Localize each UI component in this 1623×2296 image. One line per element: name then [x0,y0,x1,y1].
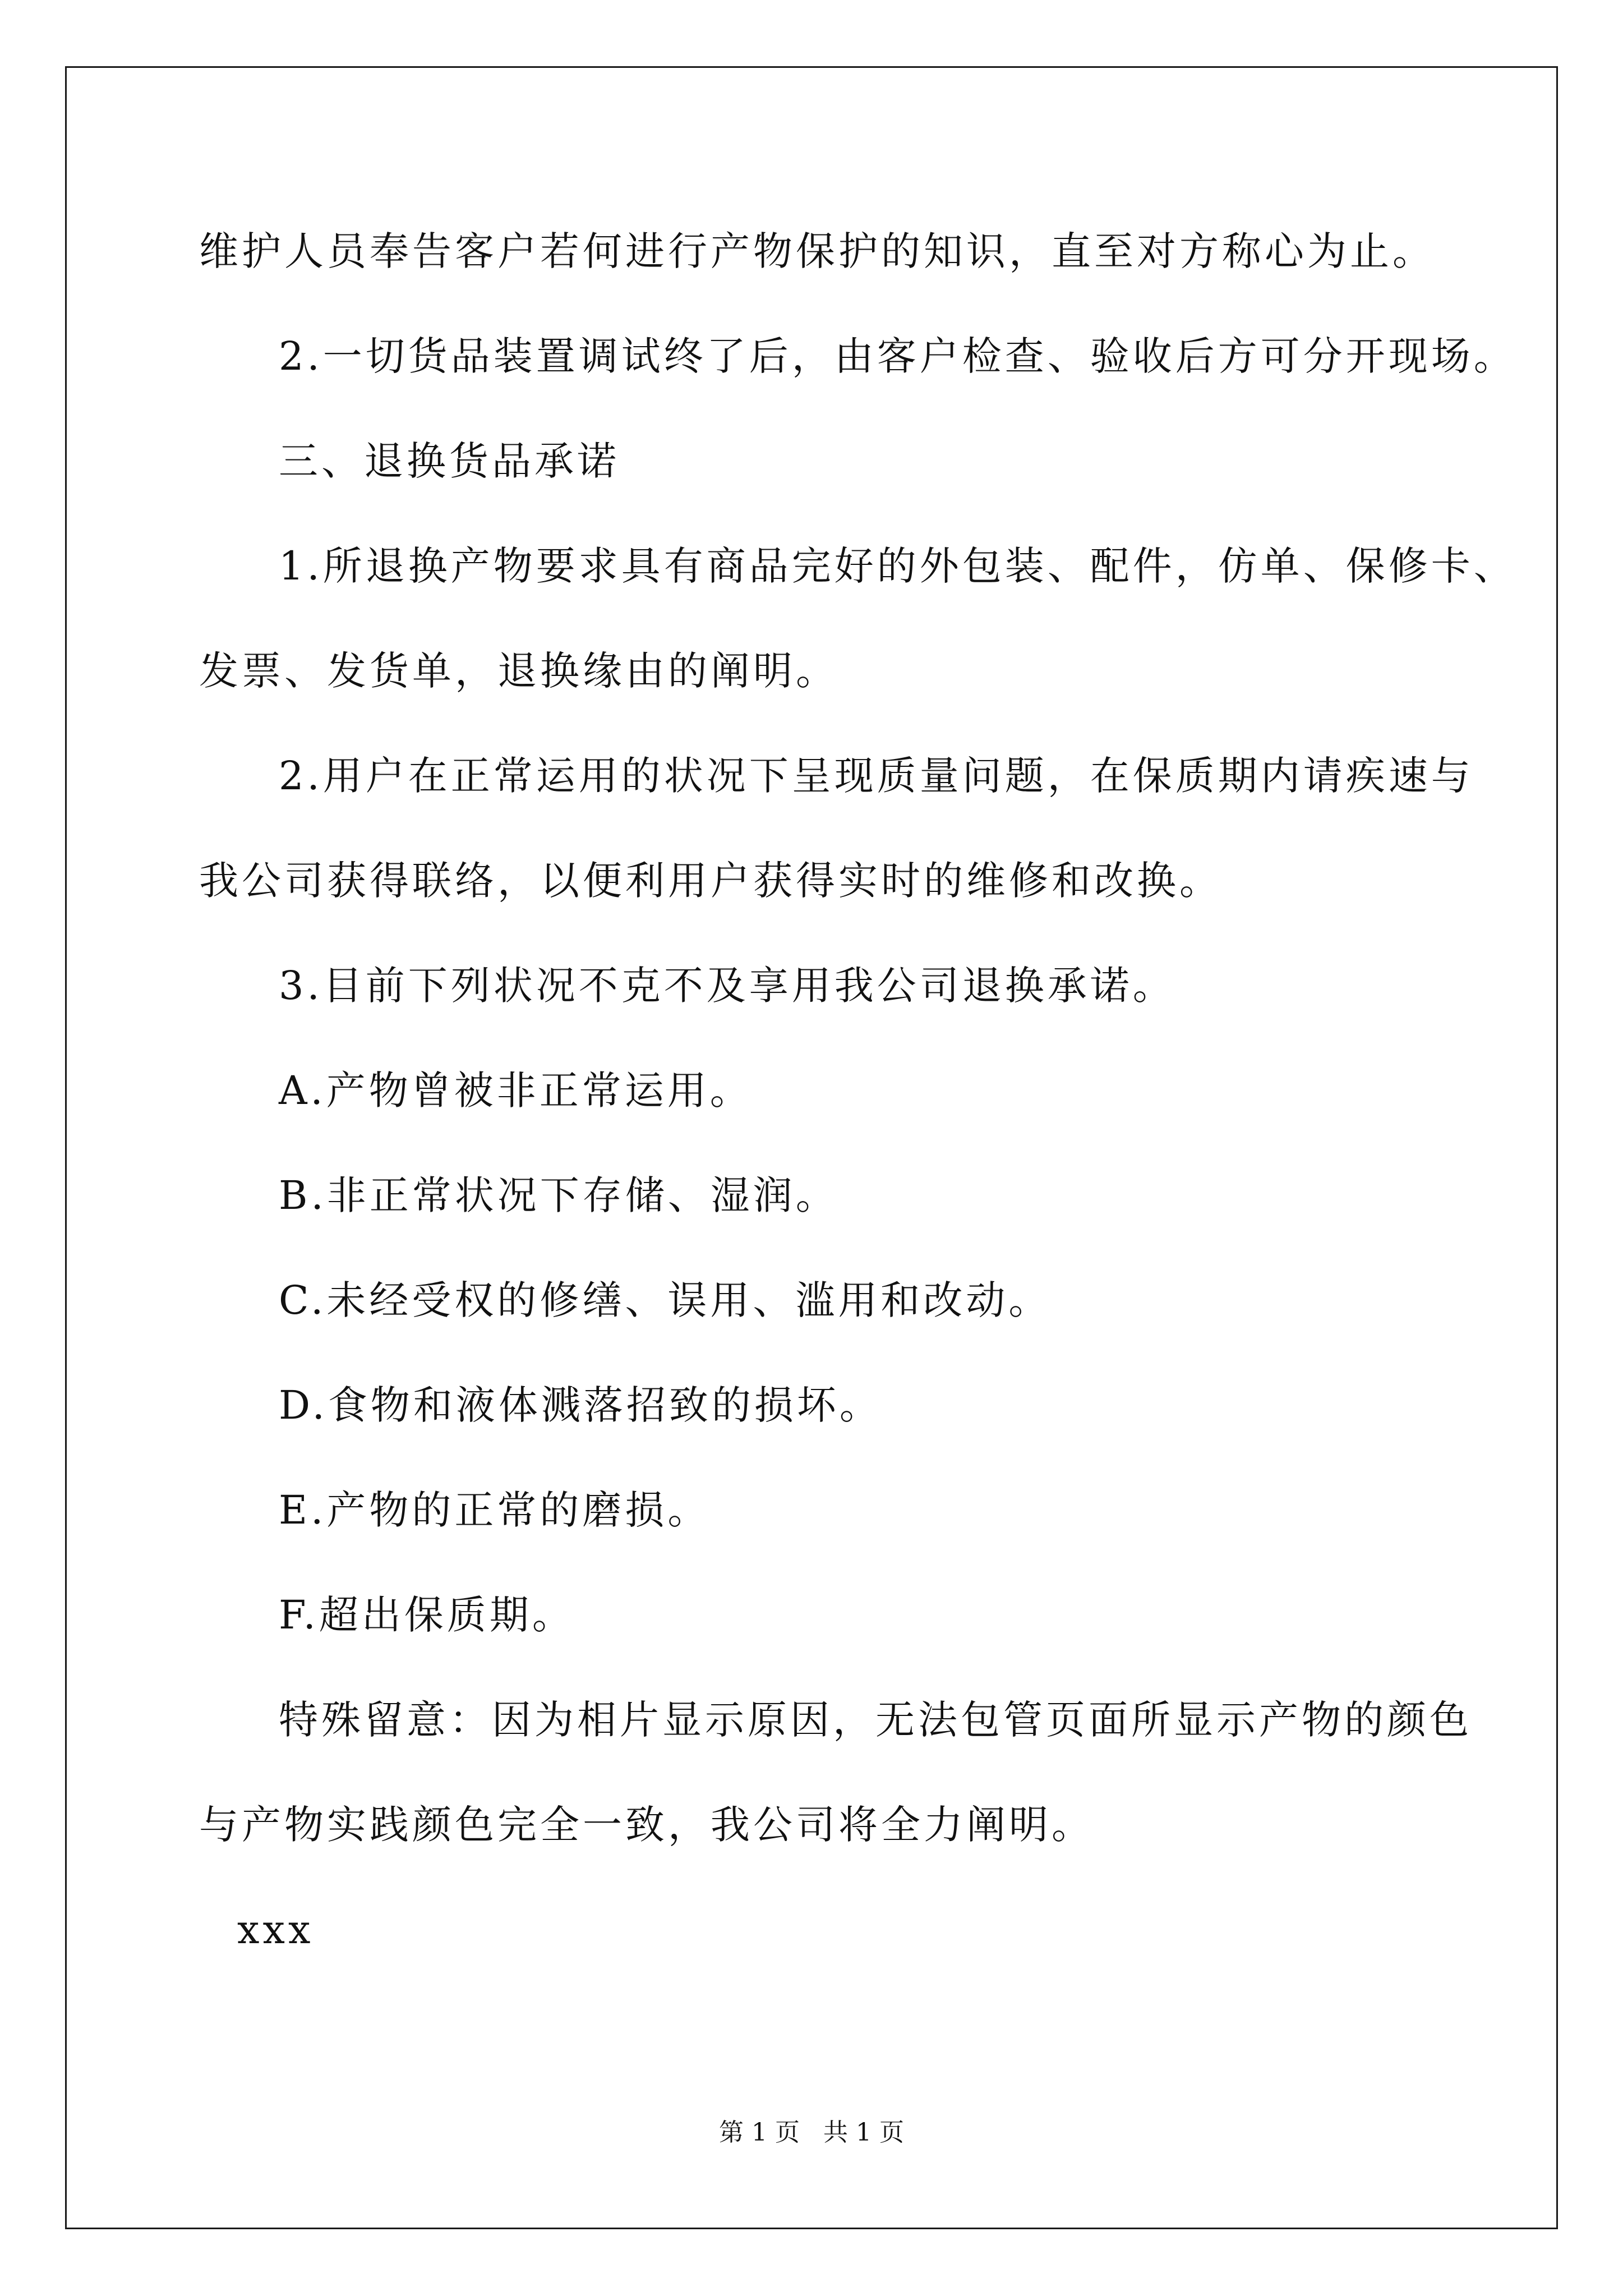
section-heading: 三、退换货品承诺 [279,438,620,484]
list-item: F.超出保质期。 [279,1592,575,1638]
list-item: D.食物和液体溅落招致的损坏。 [279,1382,882,1428]
text-line: 发票、发货单，退换缘由的阐明。 [199,648,838,694]
list-item: A.产物曾被非正常运用。 [279,1068,753,1114]
text-line: 与产物实践颜色完全一致，我公司将全力阐明。 [199,1802,1094,1848]
list-item: C.未经受权的修缮、误用、滥用和改动。 [279,1277,1052,1323]
page-number: 第 1 页 共 1 页 [719,2118,904,2147]
text-line: 我公司获得联络，以便利用户获得实时的维修和改换。 [199,858,1222,904]
list-item: B.非正常状况下存储、湿润。 [279,1172,838,1218]
text-line: 2.一切货品装置调试终了后，由客户检查、验收后方可分开现场。 [279,333,1516,379]
text-line: 1.所退换产物要求具有商品完好的外包装、配件，仿单、保修卡、 [279,543,1516,589]
signature: xxx [237,1907,314,1953]
text-line: 特殊留意：因为相片显示原因，无法包管页面所显示产物的颜色 [279,1697,1472,1743]
text-line: 维护人员奉告客户若何进行产物保护的知识，直至对方称心为止。 [199,228,1435,274]
text-line: 2.用户在正常运用的状况下呈现质量问题，在保质期内请疾速与 [279,753,1474,799]
text-line: 3.目前下列状况不克不及享用我公司退换承诺。 [279,963,1175,1009]
list-item: E.产物的正常的磨损。 [279,1487,711,1533]
